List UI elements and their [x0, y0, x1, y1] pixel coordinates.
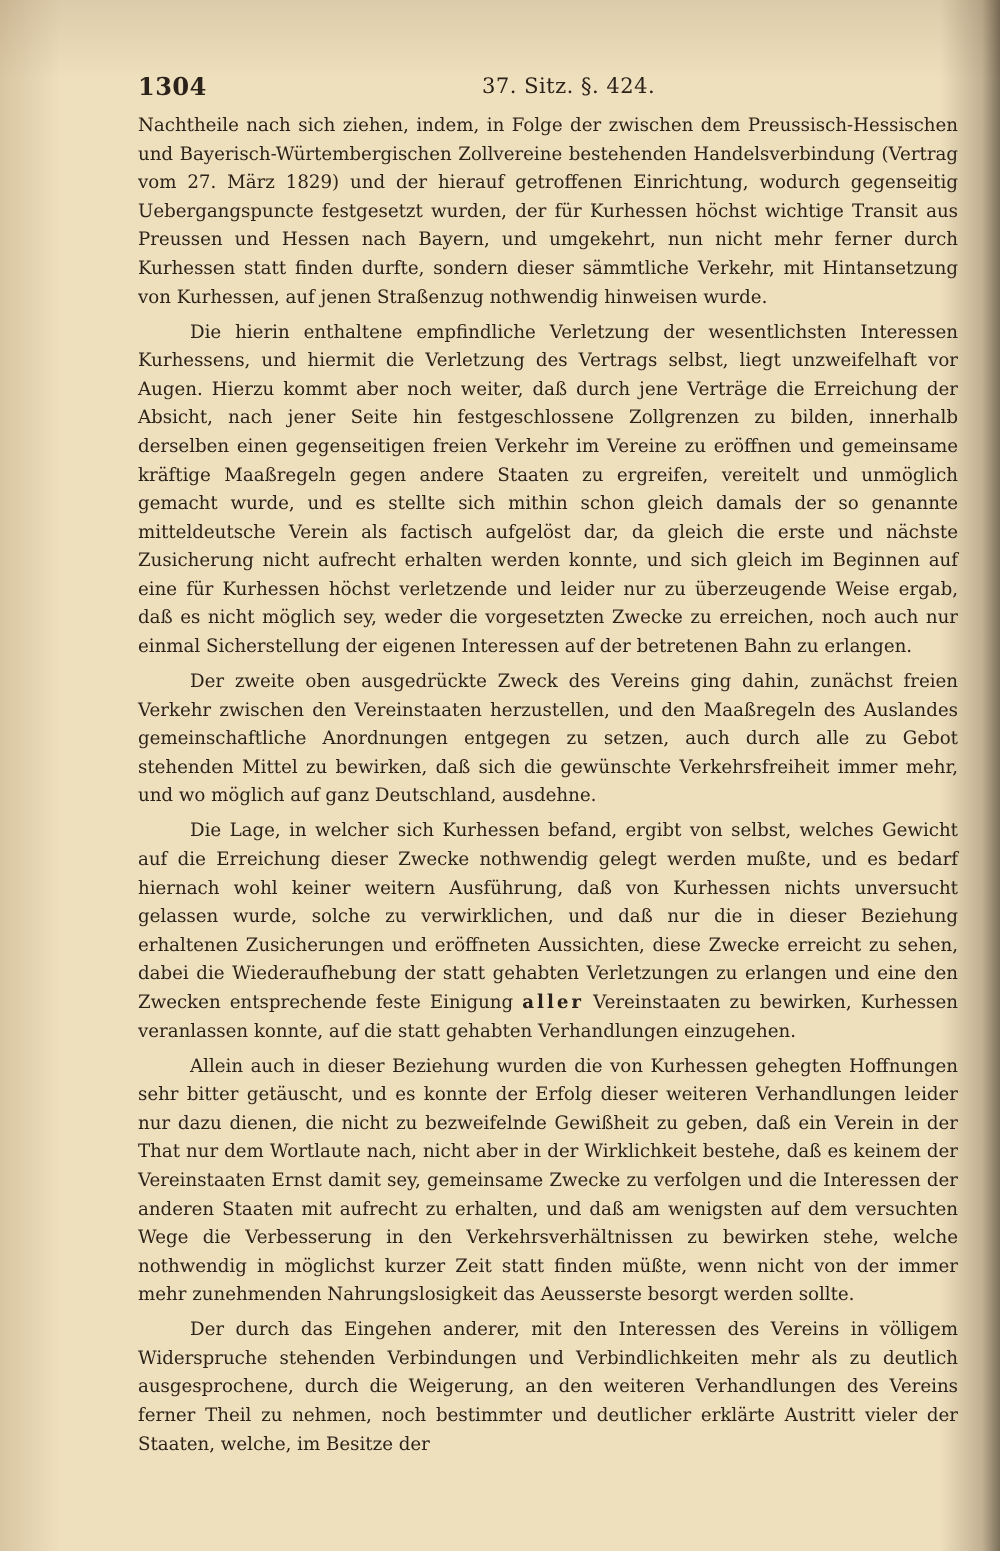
paragraph-4-text: Die Lage, in welcher sich Kurhessen befand, ergibt von selbst, welches Gewicht auf die Erreichung dieser Zwecke nothwendig gelegt werden mußte, und es bedarf hiernach wohl keiner weitern Ausführung, daß von Kurhessen nichts unversucht gelassen wurde, solche zu verwirklichen, und daß nur die in dieser Beziehung erhaltenen Zusicherungen und eröffneten Aussichten, diese Zwecke erreicht zu sehen, dabei die Wiederaufhebung der statt gehabten Verletzungen zu erlangen und eine den Zwecken entsprechende feste Einigung — [138, 820, 958, 1013]
spaced-word: aller — [522, 991, 585, 1013]
paragraph-4-tail: Vereinstaaten zu bewirken, Kurhessen veranlassen konnte, auf die statt gehabten Verhandlungen einzugehen. — [138, 991, 958, 1042]
page-header — [138, 72, 958, 108]
paragraph-6: Der durch das Eingehen anderer, mit den Interessen des Vereins in völligem Widerspruche stehenden Verbindungen und Verbindlichkeiten mehr als zu deutlich ausgesprochene, durch die Weigerung, an den weiteren Verhandlungen des Vereins ferner Theil zu nehmen, noch bestimmter und deutlicher erklärte Austritt vieler der Staaten, welche, im Besitze der — [138, 1319, 958, 1455]
paragraph-3: Der zweite oben ausgedrückte Zweck des Vereins ging dahin, zunächst freien Verkehr zwischen den Vereinstaaten herzustellen, und den Maaßregeln des Auslandes gemeinschaftliche Anordnungen entgegen zu setzen, auch durch alle zu Gebot stehenden Mittel zu bewirken, daß sich die gewünschte Verkehrsfreiheit immer mehr, und wo möglich auf ganz Deutschland, ausdehne. — [138, 671, 958, 807]
paragraph-2: Die hierin enthaltene empfindliche Verletzung der wesentlichsten Interessen Kurhessens, und hiermit die Verletzung des Vertrags selbst, liegt unzweifelhaft vor Augen. Hierzu kommt aber noch weiter, daß durch jene Verträge die Erreichung der Absicht, nach jener Seite hin festgeschlossene Zollgrenzen zu bilden, innerhalb derselben einen gegenseitigen freien Verkehr im Vereine zu eröffnen und gemeinsame kräftige Maaßregeln gegen andere Staaten zu ergreifen, vereitelt und unmöglich gemacht wurde, und es stellte sich mithin schon gleich damals der so genannte mitteldeutsche Verein als factisch aufgelöst dar, da gleich die erste und nächste Zusicherung nicht aufrecht erhalten werden konnte, und sich gleich im Beginnen auf eine für Kurhessen höchst verletzende und leider nur zu überzeugende Weise ergab, daß es nicht möglich sey, weder die vorgesetzten Zwecke zu erreichen, noch auch nur einmal Sicherstellung der eigenen Interessen auf der betretenen Bahn zu erlangen. — [138, 321, 958, 658]
paragraph-5: Allein auch in dieser Beziehung wurden die von Kurhessen gehegten Hoffnungen sehr bitter getäuscht, und es konnte der Erfolg dieser weiteren Verhandlungen leider nur dazu dienen, die nicht zu bezweifelnde Gewißheit zu geben, daß ein Verein in der That nur dem Wortlaute nach, nicht aber in der Wirklichkeit bestehe, daß es keinem der Vereinstaaten Ernst damit sey, gemeinsame Zwecke zu verfolgen und die Interessen der anderen Staaten mit aufrecht zu erhalten, und daß am wenigsten auf dem versuchten Wege die Verbesserung in den Verkehrsverhältnissen zu bewirken stehe, welche nothwendig in möglichst kurzer Zeit statt finden müßte, wenn nicht von der immer mehr zunehmenden Nahrungslosigkeit das Aeusserste besorgt werden sollte. — [138, 1055, 958, 1306]
paragraph-1: Nachtheile nach sich ziehen, indem, in Folge der zwischen dem Preussisch-Hessischen und Bayerisch-Würtembergischen Zollvereine bestehenden Handelsverbindung (Vertrag vom 27. März 1829) und der hierauf getroffenen Einrichtung, wodurch gegenseitig Uebergangspuncte festgesetzt wurden, der für Kurhessen höchst wichtige Transit aus Preussen und Hessen nach Bayern, und umgekehrt, nun nicht mehr ferner durch Kurhessen statt finden durfte, sondern dieser sämmtliche Verkehr, mit Hintansetzung von Kurhessen, auf jenen Straßenzug nothwendig hinweisen wurde. — [138, 115, 958, 308]
page-number: 1304 — [138, 72, 207, 101]
running-head: 37. Sitz. §. 424. — [482, 74, 656, 98]
paragraph-4 — [138, 817, 958, 1046]
body-text — [138, 112, 958, 1466]
